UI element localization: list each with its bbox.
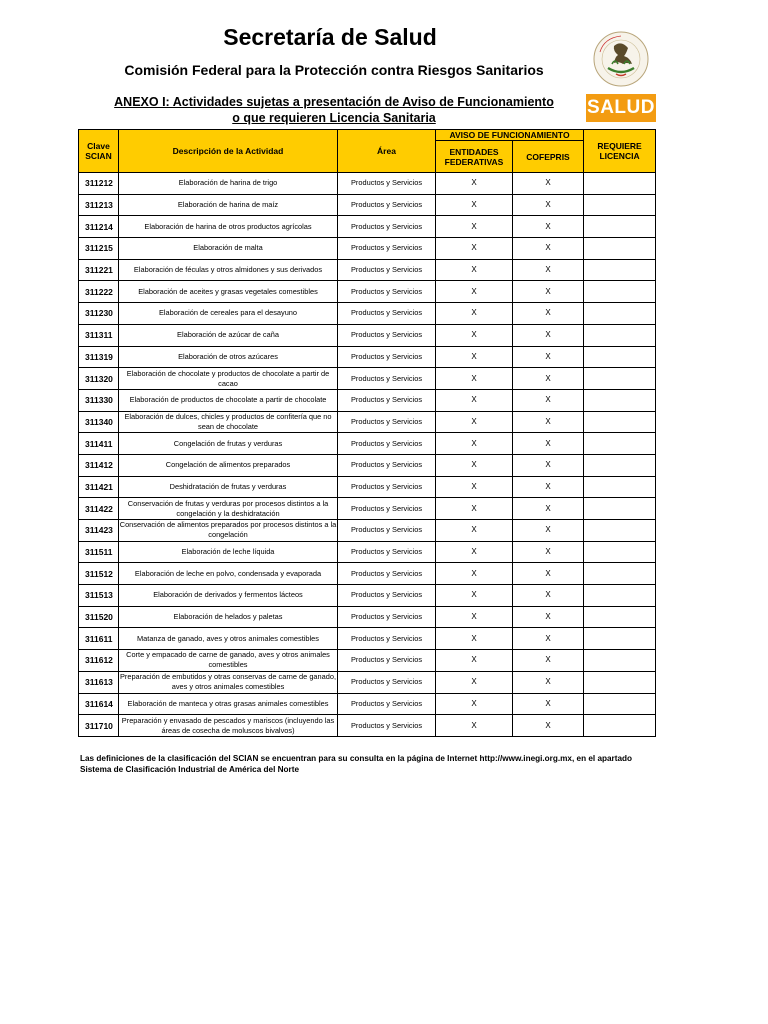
- area-cell: Productos y Servicios: [338, 368, 436, 390]
- scian-code-cell: 311214: [79, 216, 119, 238]
- activity-description-cell: Elaboración de harina de maíz: [119, 194, 338, 216]
- cofepris-cell: X: [513, 541, 584, 563]
- table-row: [79, 389, 656, 411]
- requiere-licencia-cell: [584, 303, 656, 325]
- area-cell: Productos y Servicios: [338, 238, 436, 260]
- table-body: [79, 173, 656, 737]
- col-header-descripcion: Descripción de la Actividad: [119, 130, 338, 173]
- col-header-clave: Clave SCIAN: [79, 130, 119, 173]
- activity-description-cell: Elaboración de aceites y grasas vegetales comestibles: [119, 281, 338, 303]
- area-cell: Productos y Servicios: [338, 650, 436, 672]
- cofepris-cell: X: [513, 606, 584, 628]
- requiere-licencia-cell: [584, 671, 656, 693]
- col-header-cofepris: COFEPRIS: [513, 141, 584, 173]
- table-row: [79, 324, 656, 346]
- cofepris-cell: X: [513, 346, 584, 368]
- activity-description-cell: Preparación de embutidos y otras conservas de carne de ganado, aves y otros animales comestibles: [119, 672, 337, 692]
- scian-code-cell: 311421: [79, 476, 119, 498]
- table-row: [79, 281, 656, 303]
- scian-code-cell: 311520: [79, 606, 119, 628]
- table-row: [79, 259, 656, 281]
- area-cell: Productos y Servicios: [338, 303, 436, 325]
- scian-code-cell: 311710: [79, 715, 119, 737]
- area-cell: Productos y Servicios: [338, 411, 436, 433]
- table-row: [79, 520, 656, 542]
- requiere-licencia-cell: [584, 281, 656, 303]
- activity-description-cell: Elaboración de helados y paletas: [119, 606, 338, 628]
- table-row: [79, 563, 656, 585]
- table-row: [79, 498, 656, 520]
- entidades-federativas-cell: X: [436, 650, 513, 672]
- salud-logo: [586, 30, 656, 124]
- cofepris-cell: X: [513, 563, 584, 585]
- table-row: [79, 454, 656, 476]
- area-cell: Productos y Servicios: [338, 281, 436, 303]
- area-cell: Productos y Servicios: [338, 433, 436, 455]
- activity-description-cell: Corte y empacado de carne de ganado, aves y otros animales comestibles: [119, 650, 338, 672]
- table-row: [79, 433, 656, 455]
- activity-description-cell: Elaboración de manteca y otras grasas animales comestibles: [119, 693, 338, 715]
- activity-description-cell: Elaboración de leche en polvo, condensada y evaporada: [119, 563, 338, 585]
- scian-code-cell: 311330: [79, 389, 119, 411]
- requiere-licencia-cell: [584, 389, 656, 411]
- entidades-federativas-cell: X: [436, 411, 513, 433]
- cofepris-cell: X: [513, 454, 584, 476]
- area-cell: Productos y Servicios: [338, 585, 436, 607]
- entidades-federativas-cell: X: [436, 693, 513, 715]
- cofepris-cell: X: [513, 259, 584, 281]
- scian-code-cell: 311412: [79, 454, 119, 476]
- area-cell: Productos y Servicios: [338, 628, 436, 650]
- area-cell: Productos y Servicios: [338, 194, 436, 216]
- table-row: [79, 585, 656, 607]
- scian-code-cell: 311213: [79, 194, 119, 216]
- table-row: [79, 238, 656, 260]
- activity-description-cell: Elaboración de derivados y fermentos lácteos: [119, 585, 338, 607]
- cofepris-cell: X: [513, 715, 584, 737]
- requiere-licencia-cell: [584, 628, 656, 650]
- col-header-entidades: ENTIDADES FEDERATIVAS: [436, 141, 513, 173]
- table-row: [79, 216, 656, 238]
- scian-code-cell: 311221: [79, 259, 119, 281]
- activity-description-cell: Conservación de alimentos preparados por procesos distintos a la congelación: [119, 520, 337, 540]
- area-cell: Productos y Servicios: [338, 715, 436, 737]
- requiere-licencia-cell: [584, 498, 656, 520]
- table-row: [79, 303, 656, 325]
- table-row: [79, 650, 656, 672]
- area-cell: Productos y Servicios: [338, 389, 436, 411]
- page-title: Secretaría de Salud: [223, 24, 437, 50]
- entidades-federativas-cell: X: [436, 585, 513, 607]
- entidades-federativas-cell: X: [436, 476, 513, 498]
- activity-description-cell: Matanza de ganado, aves y otros animales comestibles: [119, 628, 338, 650]
- requiere-licencia-cell: [584, 173, 656, 195]
- activity-description-cell: Elaboración de féculas y otros almidones y sus derivados: [119, 259, 338, 281]
- requiere-licencia-cell: [584, 324, 656, 346]
- area-cell: Productos y Servicios: [338, 671, 436, 693]
- table-row: [79, 368, 656, 390]
- activity-description-cell: Elaboración de harina de otros productos agrícolas: [119, 216, 338, 238]
- table-row: [79, 541, 656, 563]
- requiere-licencia-cell: [584, 411, 656, 433]
- entidades-federativas-cell: X: [436, 173, 513, 195]
- entidades-federativas-cell: X: [436, 433, 513, 455]
- requiere-licencia-cell: [584, 541, 656, 563]
- cofepris-cell: X: [513, 520, 584, 542]
- salud-label: SALUD: [586, 94, 656, 122]
- cofepris-cell: X: [513, 303, 584, 325]
- activity-description-cell: Conservación de frutas y verduras por procesos distintos a la congelación y la deshidratación: [119, 498, 338, 520]
- cofepris-cell: X: [513, 238, 584, 260]
- scian-code-cell: 311513: [79, 585, 119, 607]
- scian-code-cell: 311311: [79, 324, 119, 346]
- area-cell: Productos y Servicios: [338, 346, 436, 368]
- entidades-federativas-cell: X: [436, 259, 513, 281]
- activity-description-cell: Preparación y envasado de pescados y mariscos (incluyendo las áreas de cosecha de moluscos bivalvos): [119, 715, 338, 737]
- entidades-federativas-cell: X: [436, 541, 513, 563]
- area-cell: Productos y Servicios: [338, 216, 436, 238]
- activity-description-cell: Elaboración de malta: [119, 238, 338, 260]
- scian-code-cell: 311512: [79, 563, 119, 585]
- activities-table: [78, 129, 656, 737]
- table-row: [79, 346, 656, 368]
- cofepris-cell: X: [513, 173, 584, 195]
- table-row: [79, 606, 656, 628]
- scian-code-cell: 311212: [79, 173, 119, 195]
- entidades-federativas-cell: X: [436, 563, 513, 585]
- entidades-federativas-cell: X: [436, 520, 513, 542]
- entidades-federativas-cell: X: [436, 498, 513, 520]
- area-cell: Productos y Servicios: [338, 259, 436, 281]
- requiere-licencia-cell: [584, 194, 656, 216]
- entidades-federativas-cell: X: [436, 346, 513, 368]
- table-row: [79, 173, 656, 195]
- cofepris-cell: X: [513, 650, 584, 672]
- requiere-licencia-cell: [584, 650, 656, 672]
- scian-code-cell: 311222: [79, 281, 119, 303]
- cofepris-cell: X: [513, 498, 584, 520]
- cofepris-cell: X: [513, 411, 584, 433]
- cofepris-cell: X: [513, 693, 584, 715]
- cofepris-cell: X: [513, 671, 584, 693]
- area-cell: Productos y Servicios: [338, 563, 436, 585]
- area-cell: Productos y Servicios: [338, 173, 436, 195]
- entidades-federativas-cell: X: [436, 368, 513, 390]
- entidades-federativas-cell: X: [436, 303, 513, 325]
- requiere-licencia-cell: [584, 238, 656, 260]
- requiere-licencia-cell: [584, 715, 656, 737]
- requiere-licencia-cell: [584, 606, 656, 628]
- activity-description-cell: Elaboración de harina de trigo: [119, 173, 338, 195]
- scian-code-cell: 311614: [79, 693, 119, 715]
- entidades-federativas-cell: X: [436, 389, 513, 411]
- scian-code-cell: 311319: [79, 346, 119, 368]
- cofepris-cell: X: [513, 324, 584, 346]
- scian-code-cell: 311422: [79, 498, 119, 520]
- scian-code-cell: 311215: [79, 238, 119, 260]
- annex-heading-line1: ANEXO I: Actividades sujetas a presentación de Aviso de Funcionamiento: [114, 95, 554, 109]
- requiere-licencia-cell: [584, 216, 656, 238]
- cofepris-cell: X: [513, 389, 584, 411]
- requiere-licencia-cell: [584, 585, 656, 607]
- annex-heading-line2: o que requieren Licencia Sanitaria: [232, 111, 436, 125]
- footnote: [80, 753, 660, 775]
- activity-description-cell: Elaboración de dulces, chicles y productos de confitería que no sean de chocolate: [119, 411, 338, 433]
- scian-code-cell: 311230: [79, 303, 119, 325]
- area-cell: Productos y Servicios: [338, 454, 436, 476]
- activity-description-cell: Deshidratación de frutas y verduras: [119, 476, 338, 498]
- requiere-licencia-cell: [584, 433, 656, 455]
- page-subtitle: Comisión Federal para la Protección contra Riesgos Sanitarios: [124, 62, 544, 78]
- cofepris-cell: X: [513, 368, 584, 390]
- area-cell: Productos y Servicios: [338, 324, 436, 346]
- activity-description-cell: Elaboración de otros azúcares: [119, 346, 338, 368]
- entidades-federativas-cell: X: [436, 715, 513, 737]
- cofepris-cell: X: [513, 628, 584, 650]
- requiere-licencia-cell: [584, 454, 656, 476]
- scian-code-cell: 311612: [79, 650, 119, 672]
- table-row: [79, 476, 656, 498]
- requiere-licencia-cell: [584, 520, 656, 542]
- scian-code-cell: 311423: [79, 520, 119, 542]
- requiere-licencia-cell: [584, 259, 656, 281]
- table-row: [79, 628, 656, 650]
- activity-description-cell: Congelación de alimentos preparados: [119, 454, 338, 476]
- col-header-aviso: AVISO DE FUNCIONAMIENTO: [436, 130, 584, 141]
- activity-description-cell: Elaboración de chocolate y productos de chocolate a partir de cacao: [119, 368, 338, 390]
- requiere-licencia-cell: [584, 368, 656, 390]
- requiere-licencia-cell: [584, 346, 656, 368]
- area-cell: Productos y Servicios: [338, 693, 436, 715]
- table-row: [79, 671, 656, 693]
- cofepris-cell: X: [513, 433, 584, 455]
- scian-code-cell: 311611: [79, 628, 119, 650]
- entidades-federativas-cell: X: [436, 671, 513, 693]
- area-cell: Productos y Servicios: [338, 520, 436, 542]
- mexican-eagle-seal-icon: [592, 30, 650, 88]
- entidades-federativas-cell: X: [436, 628, 513, 650]
- cofepris-cell: X: [513, 216, 584, 238]
- entidades-federativas-cell: X: [436, 606, 513, 628]
- requiere-licencia-cell: [584, 563, 656, 585]
- scian-code-cell: 311511: [79, 541, 119, 563]
- cofepris-cell: X: [513, 194, 584, 216]
- area-cell: Productos y Servicios: [338, 476, 436, 498]
- table-row: [79, 411, 656, 433]
- col-header-licencia: REQUIERE LICENCIA: [584, 130, 656, 173]
- cofepris-cell: X: [513, 585, 584, 607]
- col-header-area: Área: [338, 130, 436, 173]
- activity-description-cell: Elaboración de leche líquida: [119, 541, 338, 563]
- requiere-licencia-cell: [584, 476, 656, 498]
- table-row: [79, 715, 656, 737]
- entidades-federativas-cell: X: [436, 238, 513, 260]
- activity-description-cell: Congelación de frutas y verduras: [119, 433, 338, 455]
- activity-description-cell: Elaboración de cereales para el desayuno: [119, 303, 338, 325]
- footnote-line1: Las definiciones de la clasificación del SCIAN se encuentran para su consulta en la página de Internet http://www.inegi.org.mx, en el apartado: [80, 754, 633, 763]
- entidades-federativas-cell: X: [436, 454, 513, 476]
- entidades-federativas-cell: X: [436, 194, 513, 216]
- table-row: [79, 194, 656, 216]
- area-cell: Productos y Servicios: [338, 498, 436, 520]
- scian-code-cell: 311411: [79, 433, 119, 455]
- area-cell: Productos y Servicios: [338, 606, 436, 628]
- scian-code-cell: 311340: [79, 411, 119, 433]
- cofepris-cell: X: [513, 476, 584, 498]
- annex-heading: [0, 94, 668, 126]
- table-row: [79, 693, 656, 715]
- entidades-federativas-cell: X: [436, 324, 513, 346]
- entidades-federativas-cell: X: [436, 281, 513, 303]
- footnote-line2: Sistema de Clasificación Industrial de América del Norte: [80, 765, 300, 774]
- scian-code-cell: 311320: [79, 368, 119, 390]
- area-cell: Productos y Servicios: [338, 541, 436, 563]
- scian-code-cell: 311613: [79, 671, 119, 693]
- activity-description-cell: Elaboración de productos de chocolate a partir de chocolate: [119, 389, 338, 411]
- entidades-federativas-cell: X: [436, 216, 513, 238]
- cofepris-cell: X: [513, 281, 584, 303]
- requiere-licencia-cell: [584, 693, 656, 715]
- activity-description-cell: Elaboración de azúcar de caña: [119, 324, 338, 346]
